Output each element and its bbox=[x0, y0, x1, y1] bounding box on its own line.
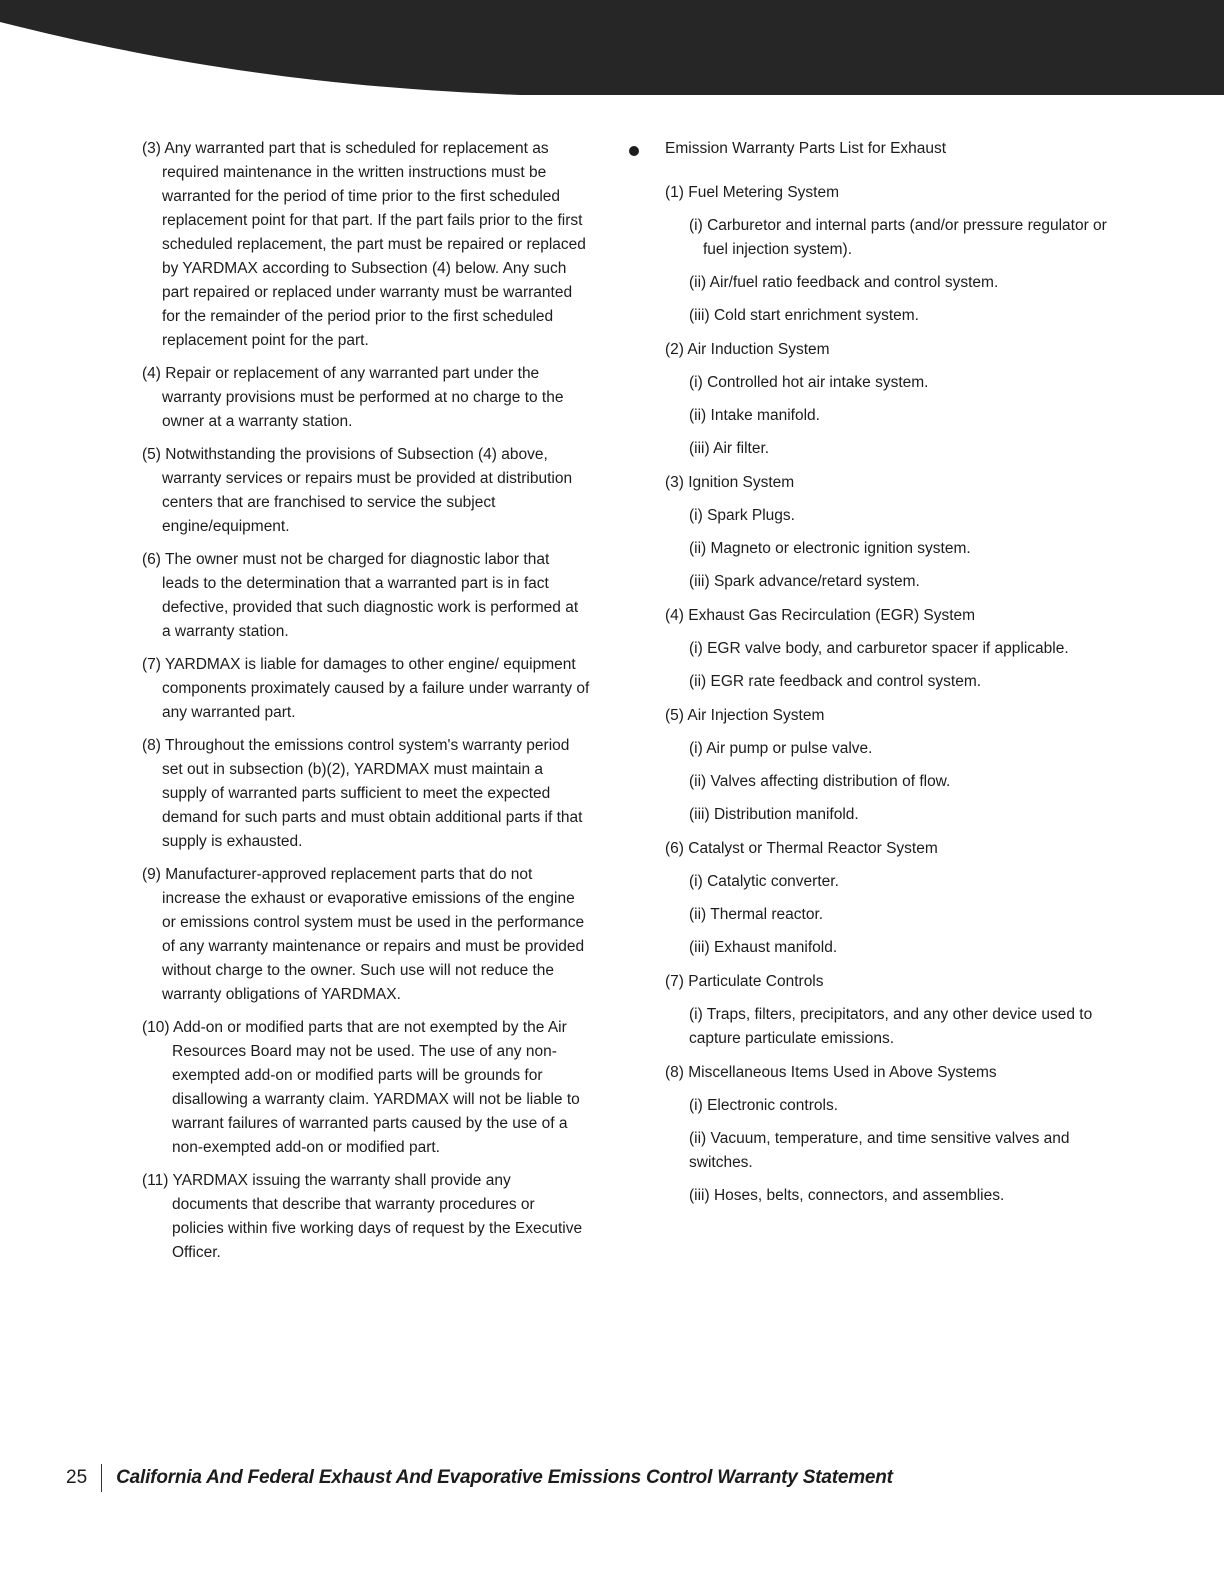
parts-group-title: (6) Catalyst or Thermal Reactor System bbox=[665, 840, 938, 857]
parts-item: (i) Controlled hot air intake system. bbox=[689, 374, 929, 391]
provision-item: (6) The owner must not be charged for diagnostic labor that leads to the determination that a warranted part is in fact defective, provided that such diagnostic work is performed at a warranty station. bbox=[142, 551, 579, 640]
footer-divider bbox=[101, 1464, 102, 1492]
provision-item: (8) Throughout the emissions control system's warranty period set out in subsection (b)(2), YARDMAX must maintain a supply of warranted parts sufficient to meet the expected demand for such parts and must obtain additional parts if that supply is exhausted. bbox=[142, 737, 583, 850]
parts-group bbox=[627, 1061, 1117, 1208]
parts-group-title: (7) Particulate Controls bbox=[665, 973, 824, 990]
parts-group-title: (1) Fuel Metering System bbox=[665, 184, 839, 201]
parts-group-title: (4) Exhaust Gas Recirculation (EGR) System bbox=[665, 607, 976, 624]
parts-item: (i) Air pump or pulse valve. bbox=[689, 740, 873, 757]
header-band bbox=[0, 0, 1224, 95]
parts-item: (iii) Hoses, belts, connectors, and assemblies. bbox=[689, 1187, 1005, 1204]
parts-item: (ii) Vacuum, temperature, and time sensitive valves and switches. bbox=[689, 1130, 1070, 1171]
parts-item: (ii) Air/fuel ratio feedback and control system. bbox=[689, 274, 999, 291]
parts-group bbox=[627, 837, 1117, 960]
parts-item: (i) Electronic controls. bbox=[689, 1097, 839, 1114]
parts-item: (ii) Magneto or electronic ignition system. bbox=[689, 540, 971, 557]
parts-item: (iii) Spark advance/retard system. bbox=[689, 573, 920, 590]
bullet-icon bbox=[629, 146, 639, 156]
warranty-provisions-column bbox=[142, 137, 590, 1274]
provision-item: (3) Any warranted part that is scheduled for replacement as required maintenance in the written instructions must be warranted for the period of time prior to the first scheduled replacement point for that part. If the part fails prior to the first scheduled replacement, the part must be repaired or replaced by YARDMAX according to Subsection (4) below. Any such part repaired or replaced under warranty must be warranted for the remainder of the period prior to the first scheduled replacement point for the part. bbox=[142, 140, 586, 349]
provision-item: (5) Notwithstanding the provisions of Subsection (4) above, warranty services or repairs must be provided at distribution centers that are franchised to service the subject engine/equipment. bbox=[142, 446, 573, 535]
parts-item: (i) Spark Plugs. bbox=[689, 507, 795, 524]
provision-item: (7) YARDMAX is liable for damages to other engine/ equipment components proximately caused by a failure under warranty of any warranted part. bbox=[142, 656, 590, 721]
parts-group-title: (5) Air Injection System bbox=[665, 707, 825, 724]
footer-title: California And Federal Exhaust And Evaporative Emissions Control Warranty Statement bbox=[116, 1467, 893, 1488]
parts-item: (i) Carburetor and internal parts (and/or pressure regulator or fuel injection system). bbox=[689, 217, 1107, 258]
parts-group bbox=[627, 471, 1117, 594]
page-footer bbox=[66, 1463, 893, 1493]
provision-item: (9) Manufacturer-approved replacement parts that do not increase the exhaust or evaporative emissions of the engine or emissions control system must be used in the performance of any warranty maintenance or repairs and must be provided without charge to the owner. Such use will not reduce the warranty obligations of YARDMAX. bbox=[142, 866, 585, 1003]
parts-group-title: (8) Miscellaneous Items Used in Above Systems bbox=[665, 1064, 997, 1081]
parts-item: (iii) Cold start enrichment system. bbox=[689, 307, 919, 324]
parts-item: (iii) Air filter. bbox=[689, 440, 770, 457]
parts-list-heading-row bbox=[627, 137, 1117, 161]
parts-group bbox=[627, 704, 1117, 827]
parts-item: (ii) Valves affecting distribution of flow. bbox=[689, 773, 951, 790]
parts-group bbox=[627, 181, 1117, 328]
parts-group bbox=[627, 970, 1117, 1051]
parts-list-column bbox=[627, 137, 1117, 1218]
provision-item: (10) Add-on or modified parts that are not exempted by the Air Resources Board may not be used. The use of any non-exempted add-on or modified parts will be grounds for disallowing a warranty claim. YARDMAX will not be liable to warrant failures of warranted parts caused by the use of a non-exempted add-on or modified part. bbox=[142, 1019, 580, 1156]
provision-item: (11) YARDMAX issuing the warranty shall provide any documents that describe that warranty procedures or policies within five working days of request by the Executive Officer. bbox=[142, 1172, 583, 1261]
parts-item: (i) EGR valve body, and carburetor spacer if applicable. bbox=[689, 640, 1069, 657]
parts-item: (iii) Exhaust manifold. bbox=[689, 939, 838, 956]
parts-item: (ii) EGR rate feedback and control system. bbox=[689, 673, 982, 690]
parts-item: (iii) Distribution manifold. bbox=[689, 806, 859, 823]
parts-group-title: (2) Air Induction System bbox=[665, 341, 830, 358]
parts-group bbox=[627, 604, 1117, 694]
parts-item: (i) Catalytic converter. bbox=[689, 873, 839, 890]
parts-list-heading: Emission Warranty Parts List for Exhaust bbox=[665, 140, 947, 157]
provision-item: (4) Repair or replacement of any warranted part under the warranty provisions must be performed at no charge to the owner at a warranty station. bbox=[142, 365, 564, 430]
parts-item: (i) Traps, filters, precipitators, and any other device used to capture particulate emissions. bbox=[689, 1006, 1093, 1047]
parts-item: (ii) Intake manifold. bbox=[689, 407, 820, 424]
parts-group-title: (3) Ignition System bbox=[665, 474, 795, 491]
parts-item: (ii) Thermal reactor. bbox=[689, 906, 824, 923]
parts-group bbox=[627, 338, 1117, 461]
page-number: 25 bbox=[66, 1467, 88, 1488]
